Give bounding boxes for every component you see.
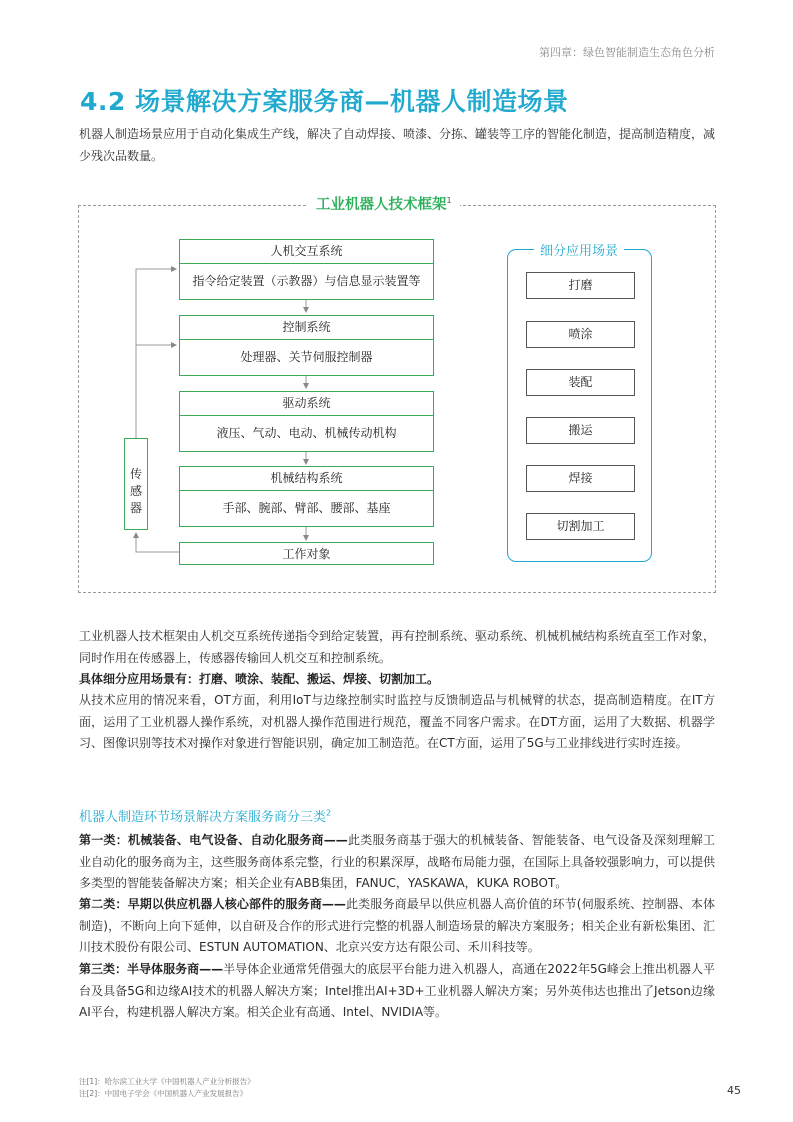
system-mechanical-name: 机械结构系统 [180, 467, 433, 491]
footnotes [79, 1076, 255, 1100]
system-hmi-detail: 指令给定装置（示教器）与信息显示装置等 [192, 274, 421, 288]
category-three-text: 半导体企业通常凭借强大的底层平台能力进入机器人，高通在2022年5G峰会上推出机器人平台及具备5G和边缘AI技术的机器人解决方案；Intel推出AI+3D+工业机器人解决方案；另外英伟达也推出了Jetson边缘AI平台，构建机器人解决方案。相关企业有高通、Intel、NVIDIA等。 [79, 962, 715, 1019]
arrow-object-to-sensor [136, 533, 179, 552]
system-control [179, 315, 434, 376]
application-item: 装配 [526, 369, 635, 396]
category-one-text: 此类服务商基于强大的机械装备、智能装备、电气设备及深刻理解工业自动化的服务商为主，这些服务商体系完整，行业的积累深厚，战略布局能力强，在国际上具备较强影响力，可以提供多类型的智能装备解决方案；相关企业有ABB集团，FANUC，YASKAWA，KUKA ROBOT。 [79, 833, 716, 890]
system-drive-detail: 液压、气动、电动、机械传动机构 [216, 426, 397, 440]
category-one [79, 830, 715, 895]
system-mechanical [179, 466, 434, 527]
category-three [79, 959, 715, 1024]
application-summary: 具体细分应用场景有：打磨、喷涂、装配、搬运、焊接、切割加工。 [79, 672, 440, 686]
footnote-2: 注[2]：中国电子学会《中国机器人产业发展报告》 [79, 1089, 248, 1098]
system-drive-name: 驱动系统 [180, 392, 433, 416]
application-item: 切割加工 [526, 513, 635, 540]
figure-title: 工业机器人技术框架$^1$ [308, 193, 460, 214]
system-control-name: 控制系统 [180, 316, 433, 340]
category-one-label: 第一类：机械装备、电气设备、自动化服务商—— [79, 833, 348, 847]
system-drive [179, 391, 434, 452]
system-hmi-name: 人机交互系统 [180, 240, 433, 264]
application-panel-title: 细分应用场景 [534, 240, 624, 259]
application-item: 喷涂 [526, 321, 635, 348]
arrow-sensor-to-hmi [136, 269, 176, 438]
category-two-text: 此类服务商最早以供应机器人高价值的环节(伺服系统、控制器、本体制造)，不断向上向下延伸，以自研及合作的形式进行完整的机器人制造场景的解决方案服务；相关企业有新松集团、汇川技术股份有限公司、ESTUN AUTOMATION、北京兴安方达有限公司、禾川科技等。 [79, 897, 715, 954]
application-item: 焊接 [526, 465, 635, 492]
application-item: 打磨 [526, 272, 635, 299]
framework-description: 工业机器人技术框架由人机交互系统传递指令到给定装置，再有控制系统、驱动系统、机械机械结构系统直至工作对象，同时作用在传感器上，传感器传输回人机交互和控制系统。 [79, 629, 716, 665]
sensor-box: 传感器 [124, 438, 148, 530]
category-two-label: 第二类：早期以供应机器人核心部件的服务商—— [79, 897, 346, 911]
footnote-1: 注[1]：哈尔滨工业大学《中国机器人产业分析报告》 [79, 1077, 255, 1086]
categories-footnote-ref: 2 [326, 808, 332, 818]
system-control-detail: 处理器、关节伺服控制器 [240, 350, 373, 364]
system-hmi [179, 239, 434, 300]
work-object-box: 工作对象 [179, 542, 434, 565]
intro-paragraph: 机器人制造场景应用于自动化集成生产线，解决了自动焊接、喷漆、分拣、罐装等工序的智能化制造，提高制造精度，减少残次品数量。 [79, 127, 716, 163]
technology-paragraph: 从技术应用的情况来看，OT方面，利用IoT与边缘控制实时监控与反馈制造品与机械臂的状态，提高制造精度。在IT方面，运用了工业机器人操作系统，对机器人操作范围进行规范，覆盖不同客户需求。在DT方面，运用了大数据、机器学习、图像识别等技术对操作对象进行智能识别，确定加工制造范。在CT方面，运用了5G与工业排线进行实时连接。 [79, 693, 715, 750]
figure-footnote-ref: 1 [446, 196, 452, 206]
application-item: 搬运 [526, 417, 635, 444]
category-two [79, 894, 715, 959]
category-three-label: 第三类：半导体服务商—— [79, 962, 224, 976]
chapter-header: 第四章：绿色智能制造生态角色分析 [539, 46, 715, 59]
system-mechanical-detail: 手部、腕部、臂部、腰部、基座 [222, 501, 391, 515]
section-title: 4.2 场景解决方案服务商—机器人制造场景 [80, 87, 569, 116]
categories-title: 机器人制造环节场景解决方案服务商分三类$^2$ [79, 808, 332, 825]
page-number: 45 [727, 1084, 741, 1097]
